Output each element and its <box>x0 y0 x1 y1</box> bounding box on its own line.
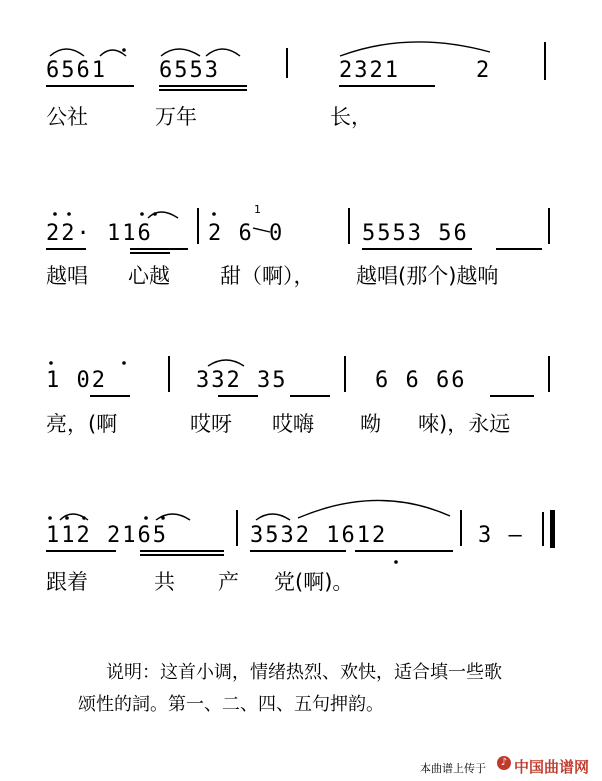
notation-measure: 1 02 <box>46 368 107 393</box>
octave-dot <box>122 48 126 52</box>
barline <box>286 48 288 78</box>
tie <box>298 500 450 518</box>
notation-m3: 2321 <box>339 58 400 83</box>
lyric: 万年 <box>155 105 197 129</box>
barline <box>348 208 350 244</box>
final-barline <box>542 512 544 546</box>
barline <box>236 510 238 546</box>
octave-dot <box>48 516 52 520</box>
slur <box>206 49 240 56</box>
note-line-2: 颂性的詞。第一、二、四、五句押韵。 <box>78 694 384 715</box>
low-octave-dot <box>394 560 398 564</box>
underline <box>130 252 170 254</box>
octave-dot <box>212 212 216 216</box>
barline <box>460 510 462 546</box>
octave-dot <box>161 516 165 520</box>
octave-dot <box>144 516 148 520</box>
underline <box>46 550 116 552</box>
notation-measure: 2 6 0 <box>208 221 285 246</box>
octave-dot <box>49 361 53 365</box>
slur <box>256 514 290 520</box>
lyric: 越唱(那个)越响 <box>356 264 499 288</box>
notation-m2: 6553 <box>159 58 220 83</box>
notation-measure: 22· 116 <box>46 221 153 246</box>
lyric: 跟着 <box>46 570 88 594</box>
notation-measure: 3532 1612 <box>250 523 388 548</box>
lyric: 产 <box>218 570 239 594</box>
slur <box>60 514 88 520</box>
underline <box>159 85 247 87</box>
notation-measure: 6 6 66 <box>375 368 467 393</box>
lyric: 共 <box>154 570 175 594</box>
lyric: 哎嗨 <box>272 412 314 436</box>
octave-dot <box>153 212 157 216</box>
lyric: 哎呀 <box>190 412 232 436</box>
underline <box>290 395 330 397</box>
footer-logo[interactable]: 中国曲谱网 <box>514 758 590 776</box>
barline <box>548 208 550 244</box>
underline <box>339 85 435 87</box>
notation-measure: 5553 56 <box>362 221 469 246</box>
underline <box>355 550 453 552</box>
underline <box>46 248 86 250</box>
barline <box>344 356 346 392</box>
notation-measure: 3 — <box>478 523 524 548</box>
octave-dot <box>140 212 144 216</box>
lyric: 唻)，永远 <box>418 412 511 436</box>
underline <box>140 550 224 552</box>
lyric: 亮，(啊 <box>46 412 118 436</box>
lyric: 甜（啊）， <box>220 264 315 288</box>
underline <box>130 248 188 250</box>
underline <box>250 550 346 552</box>
slur <box>156 514 190 520</box>
slur <box>100 50 126 56</box>
tie <box>340 42 490 56</box>
octave-dot <box>122 361 126 365</box>
notation-m4: 2 <box>476 58 492 83</box>
octave-dot <box>53 212 57 216</box>
lyric: 党(啊)。 <box>274 570 354 594</box>
underline <box>159 89 247 91</box>
slur <box>208 360 244 366</box>
lyric: 心越 <box>128 264 170 288</box>
barline <box>544 42 546 80</box>
note-line-1: 说明：这首小调，情绪热烈、欢快，适合填一些歌 <box>106 662 502 683</box>
slur <box>161 49 200 56</box>
final-barline-thick <box>550 510 555 548</box>
lyric: 长， <box>330 105 372 129</box>
underline <box>140 554 224 556</box>
music-note-icon: ♪ <box>497 756 511 770</box>
footer-text: 本曲谱上传于 <box>420 762 486 775</box>
underline <box>496 248 542 250</box>
octave-dot <box>67 212 71 216</box>
lyric: 公社 <box>46 105 88 129</box>
notation-measure: 112 2165 <box>46 523 168 548</box>
barline <box>197 208 199 244</box>
underline <box>218 395 258 397</box>
underline <box>362 248 472 250</box>
underline <box>490 395 534 397</box>
notation-measure: 332 35 <box>196 368 288 393</box>
underline <box>46 85 134 87</box>
barline <box>168 356 170 392</box>
slur <box>50 49 84 56</box>
octave-dot <box>82 516 86 520</box>
grace-note: 1 <box>254 203 261 216</box>
lyric: 越唱 <box>46 264 88 288</box>
slur <box>148 212 178 218</box>
underline <box>90 395 130 397</box>
notation-m1: 6561 <box>46 58 107 83</box>
lyric: 呦 <box>360 412 381 436</box>
octave-dot <box>65 516 69 520</box>
barline <box>548 356 550 392</box>
